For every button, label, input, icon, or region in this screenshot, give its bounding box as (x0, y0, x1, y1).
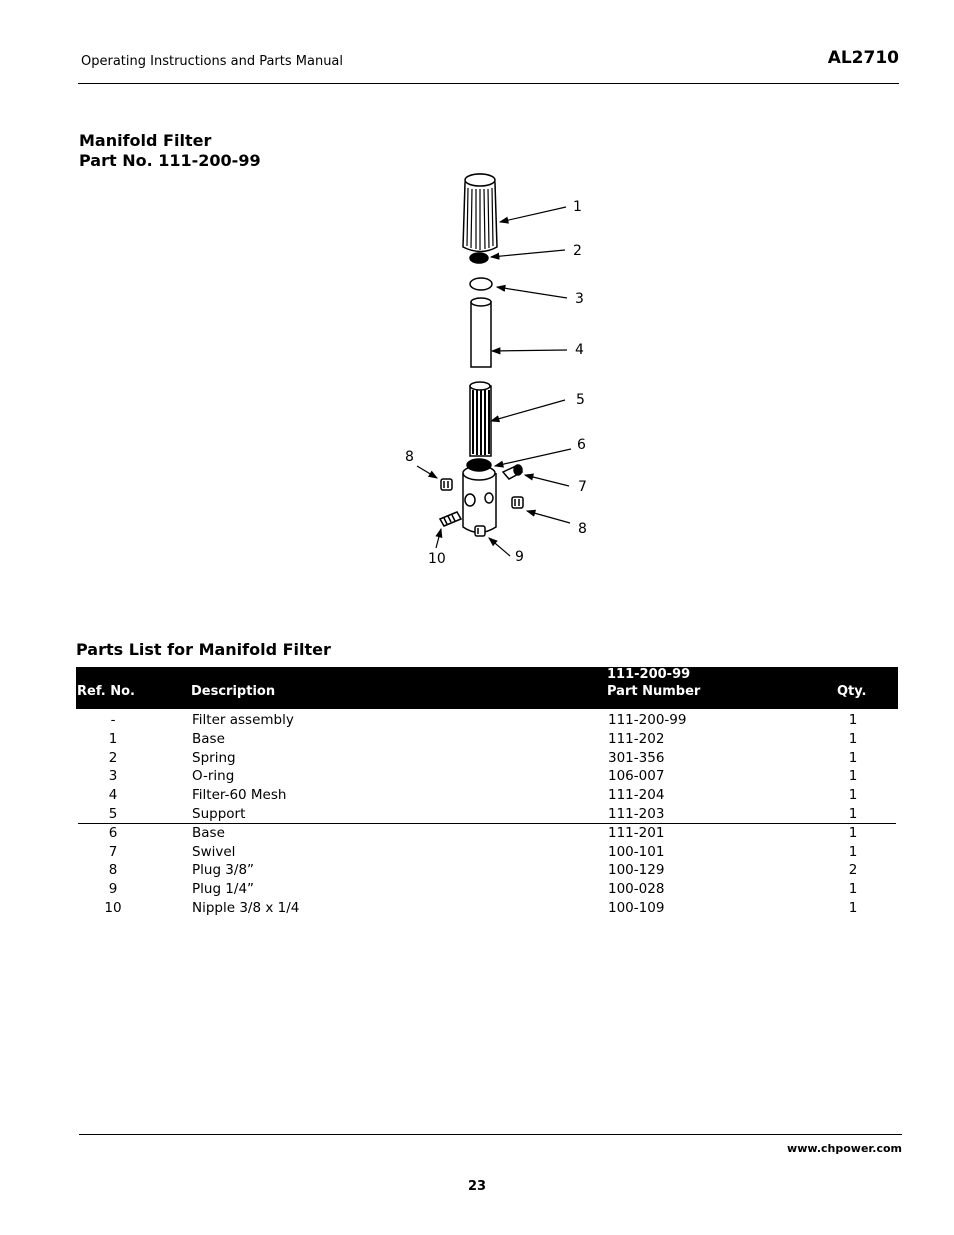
cell-desc: Swivel (192, 843, 236, 860)
cell-desc: O-ring (192, 768, 235, 785)
table-row (76, 806, 898, 825)
parts-list-title: Parts List for Manifold Filter (76, 640, 331, 659)
header-part-number: Part Number (607, 684, 701, 699)
table-row (76, 881, 898, 900)
table-row (76, 844, 898, 863)
cell-part: 100-109 (608, 899, 665, 916)
cell-ref: - (110, 712, 116, 728)
table-row (76, 900, 898, 919)
section-heading (79, 131, 261, 171)
table-divider (78, 823, 896, 824)
cell-qty: 1 (848, 730, 858, 747)
header-assembly-number: 111-200-99 (607, 667, 691, 682)
table-row (76, 712, 898, 731)
cell-ref: 5 (108, 805, 118, 822)
cell-qty: 1 (848, 881, 858, 898)
cell-qty: 1 (848, 768, 858, 785)
cell-desc: Filter assembly (192, 712, 294, 728)
cell-part: 100-101 (608, 843, 665, 860)
header-qty: Qty. (837, 684, 867, 699)
cell-desc: Plug 1/4” (192, 881, 255, 898)
part-1-cap (463, 174, 497, 252)
section-part-no: Part No. 111-200-99 (79, 151, 261, 170)
model-number: AL2710 (827, 48, 899, 68)
parts-table-body (76, 712, 898, 919)
callout-label: 1 (573, 199, 582, 215)
cell-ref: 7 (108, 843, 118, 860)
cell-part: 100-028 (608, 881, 665, 898)
cell-ref: 2 (108, 749, 118, 766)
part-7-swivel (503, 465, 522, 479)
cell-part: 111-200-99 (608, 712, 687, 728)
cell-ref: 3 (108, 768, 118, 785)
table-row (76, 731, 898, 750)
page-number: 23 (467, 1179, 487, 1194)
cell-desc: Plug 3/8” (192, 862, 255, 879)
cell-qty: 1 (848, 787, 858, 804)
footer-divider (79, 1134, 902, 1135)
footer-url: www.chpower.com (787, 1142, 902, 1155)
cell-ref: 8 (108, 862, 118, 879)
cell-part: 111-202 (608, 730, 665, 747)
callout-label: 9 (515, 549, 524, 565)
cell-desc: Nipple 3/8 x 1/4 (192, 899, 300, 916)
header-divider (78, 83, 899, 84)
part-5-support (470, 382, 491, 456)
cell-part: 301-356 (608, 749, 665, 766)
cell-ref: 4 (108, 787, 118, 804)
part-10-nipple (440, 512, 461, 526)
cell-qty: 1 (848, 843, 858, 860)
cell-desc: Base (192, 824, 225, 841)
cell-part: 106-007 (608, 768, 665, 785)
callout-label: 6 (577, 437, 586, 453)
cell-part: 100-129 (608, 862, 665, 879)
cell-qty: 1 (848, 805, 858, 822)
exploded-diagram (396, 168, 606, 573)
cell-desc: Spring (192, 749, 236, 766)
callout-label: 5 (576, 392, 585, 408)
table-row (76, 750, 898, 769)
part-3-o-ring (470, 278, 492, 290)
cell-ref: 1 (108, 730, 118, 747)
cell-ref: 9 (108, 881, 118, 898)
part-6-base (463, 459, 496, 533)
cell-qty: 1 (848, 712, 858, 728)
part-2-spring (470, 253, 488, 263)
cell-qty: 1 (848, 899, 858, 916)
cell-qty: 1 (848, 749, 858, 766)
callout-label: 4 (575, 342, 584, 358)
callout-label: 2 (573, 243, 582, 259)
part-8-plug-right (512, 497, 523, 508)
header-ref-no: Ref. No. (77, 684, 135, 699)
cell-desc: Base (192, 730, 225, 747)
section-title: Manifold Filter (79, 131, 212, 150)
cell-part: 111-203 (608, 805, 665, 822)
cell-ref: 6 (108, 824, 118, 841)
header-description: Description (191, 684, 276, 699)
table-row (76, 768, 898, 787)
part-8-plug-left (441, 479, 452, 490)
callout-label: 8 (578, 521, 587, 537)
manual-title: Operating Instructions and Parts Manual (81, 54, 344, 69)
table-row (76, 862, 898, 881)
part-9-plug (475, 526, 485, 536)
cell-qty: 2 (848, 862, 858, 879)
cell-part: 111-204 (608, 787, 665, 804)
table-row (76, 825, 898, 844)
cell-desc: Support (192, 805, 246, 822)
parts-table-header (76, 667, 898, 709)
callout-label: 10 (428, 551, 446, 567)
callout-label: 8 (405, 449, 414, 465)
callout-label: 7 (578, 479, 587, 495)
callout-label: 3 (575, 291, 584, 307)
cell-ref: 10 (104, 899, 122, 916)
part-4-filter (471, 298, 491, 367)
cell-part: 111-201 (608, 824, 665, 841)
cell-qty: 1 (848, 824, 858, 841)
table-row (76, 787, 898, 806)
cell-desc: Filter-60 Mesh (192, 787, 287, 804)
